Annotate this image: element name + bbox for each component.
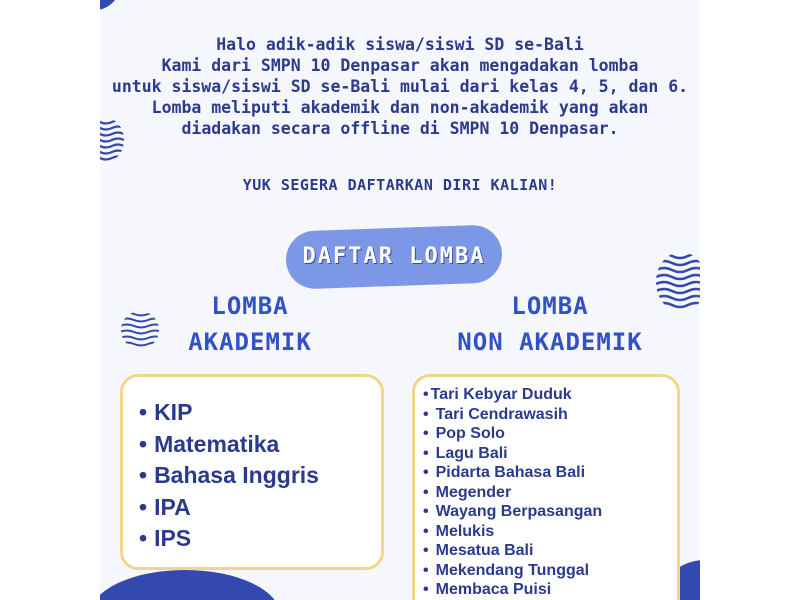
list-item: [423, 522, 602, 542]
corner-blob-bottom-left: [100, 570, 280, 600]
bullet-dot-icon: •: [423, 581, 429, 598]
list-item-label: Megender: [435, 483, 512, 501]
list-item-label: Membaca Puisi: [435, 581, 552, 598]
bullet-dot-icon: •: [423, 464, 429, 481]
bullet-dot-icon: •: [423, 522, 429, 540]
academic-heading: [160, 288, 340, 360]
non-academic-list-box: [412, 374, 680, 600]
bullet-dot-icon: •: [423, 405, 429, 423]
bullet-dot-icon: •: [423, 444, 429, 462]
bullet-dot-icon: •: [139, 525, 148, 551]
list-item: [423, 385, 602, 405]
list-item: [139, 523, 319, 555]
list-item-label: Wayang Berpasangan: [435, 503, 603, 520]
poster: [100, 0, 700, 600]
bullet-dot-icon: •: [423, 483, 429, 501]
list-item-label: Bahasa Inggris: [154, 462, 319, 488]
corner-blob-top-left: [100, 0, 120, 10]
list-item-label: Melukis: [435, 522, 495, 540]
list-item: [139, 460, 319, 492]
list-item: [423, 580, 602, 600]
intro-line: Lomba meliputi akademik dan non-akademik yang akan: [151, 98, 649, 117]
bullet-dot-icon: •: [423, 503, 429, 520]
academic-heading-line2: AKADEMIK: [188, 328, 312, 356]
list-item-label: Tari Kebyar Duduk: [430, 386, 572, 403]
list-item-label: IPA: [154, 493, 191, 520]
list-item-label: Pop Solo: [435, 425, 505, 442]
list-item-label: IPS: [154, 525, 192, 551]
list-item: [423, 405, 602, 425]
list-item: [139, 397, 319, 429]
non-academic-list: [423, 385, 602, 600]
wave-circle-icon: [120, 310, 160, 350]
bullet-dot-icon: •: [139, 430, 148, 457]
banner-title: DAFTAR LOMBA: [302, 244, 486, 269]
academic-list-box: [120, 374, 384, 570]
list-item-label: Pidarta Bahasa Bali: [435, 464, 586, 481]
list-item-label: Mesatua Bali: [435, 542, 534, 559]
list-item-label: Lagu Bali: [435, 444, 508, 462]
non-academic-heading-line1: LOMBA: [511, 292, 589, 320]
bullet-dot-icon: •: [423, 386, 429, 403]
intro-line: untuk siswa/siswi SD se-Bali mulai dari kelas 4, 5, dan 6.: [111, 77, 689, 96]
non-academic-heading-line2: NON AKADEMIK: [457, 328, 643, 356]
bullet-dot-icon: •: [423, 542, 429, 559]
intro-line: Halo adik-adik siswa/siswi SD se-Bali: [216, 35, 584, 54]
list-item: [423, 541, 602, 561]
call-to-action: YUK SEGERA DAFTARKAN DIRI KALIAN!: [242, 176, 558, 194]
bullet-dot-icon: •: [423, 425, 429, 442]
bullet-dot-icon: •: [139, 399, 148, 425]
bullet-dot-icon: •: [423, 561, 429, 579]
list-item: [423, 463, 602, 483]
list-item: [139, 429, 319, 461]
list-item: [423, 424, 602, 444]
list-item-label: Matematika: [154, 430, 280, 457]
academic-heading-line1: LOMBA: [211, 292, 289, 320]
list-item-label: KIP: [154, 399, 193, 425]
list-item: [423, 483, 602, 503]
list-item-label: Mekendang Tunggal: [435, 561, 590, 579]
list-item: [423, 561, 602, 581]
list-item: [139, 492, 319, 524]
list-item-label: Tari Cendrawasih: [435, 405, 568, 423]
list-item: [423, 502, 602, 522]
non-academic-heading: [430, 288, 670, 360]
intro-line: diadakan secara offline di SMPN 10 Denpasar.: [181, 119, 619, 138]
academic-list: [139, 397, 319, 555]
bullet-dot-icon: •: [139, 462, 148, 488]
list-item: [423, 444, 602, 464]
bullet-dot-icon: •: [139, 493, 148, 520]
intro-line: Kami dari SMPN 10 Denpasar akan mengadakan lomba: [161, 56, 639, 75]
intro-text: [100, 34, 700, 139]
